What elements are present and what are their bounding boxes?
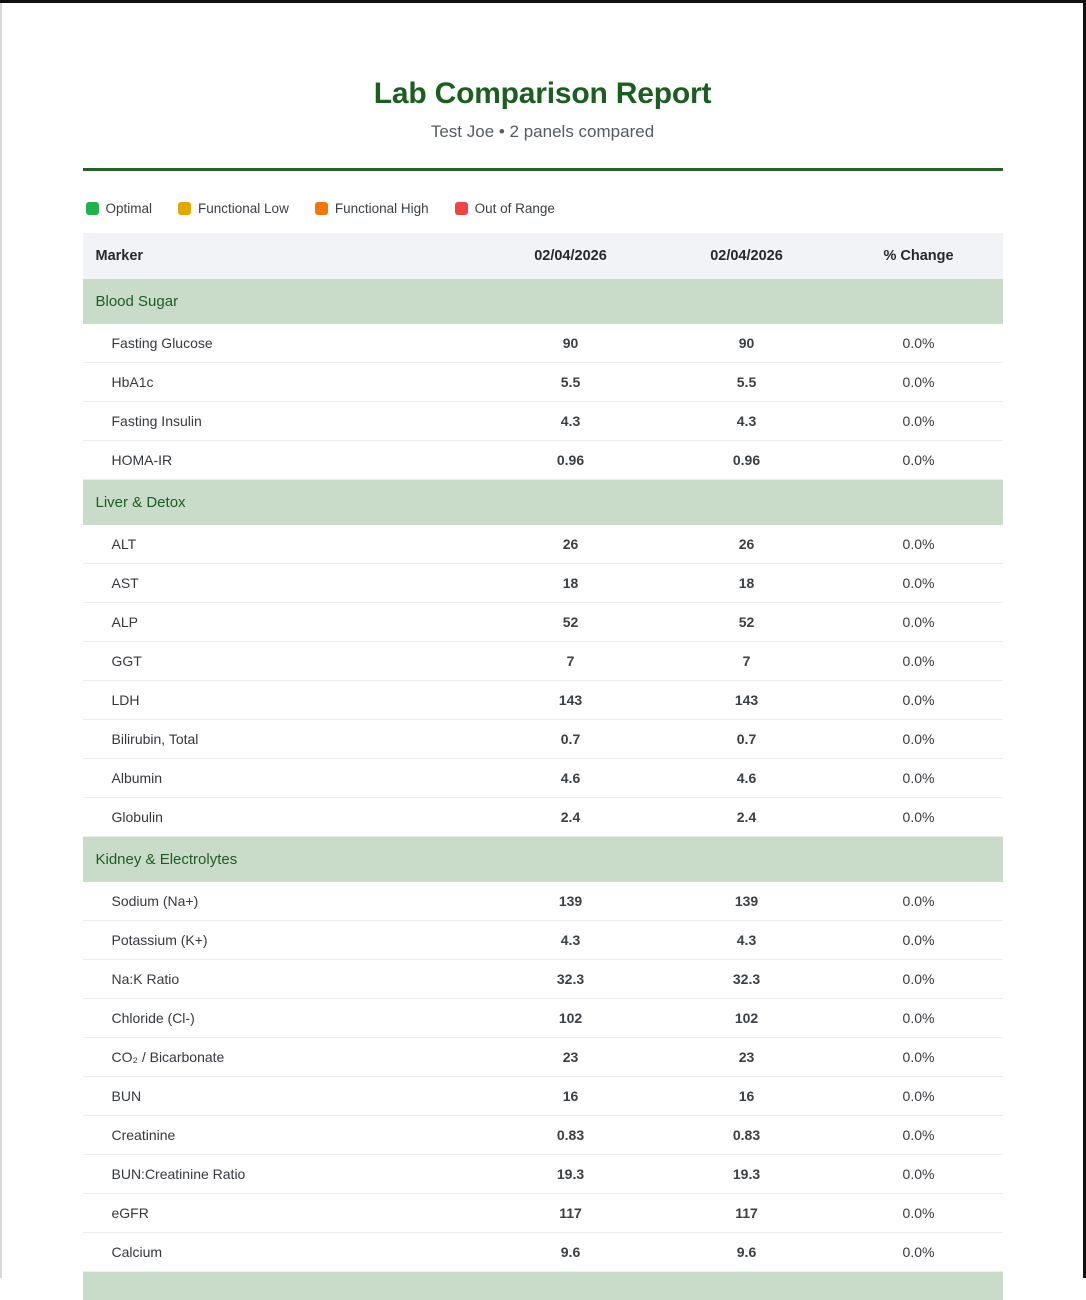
pct-change: 0.0% xyxy=(835,324,1003,363)
table-row xyxy=(83,402,1003,441)
section-title: Liver & Detox xyxy=(83,480,1003,526)
marker-name: Fasting Glucose xyxy=(83,324,483,363)
section-title: Kidney & Electrolytes xyxy=(83,837,1003,883)
pct-change: 0.0% xyxy=(835,1194,1003,1233)
value-panel-1: 18 xyxy=(483,564,659,603)
table-row xyxy=(83,1155,1003,1194)
marker-name: eGFR xyxy=(83,1194,483,1233)
table-row xyxy=(83,441,1003,480)
table-row xyxy=(83,564,1003,603)
legend-label: Functional Low xyxy=(198,201,289,217)
pct-change: 0.0% xyxy=(835,1233,1003,1272)
pct-change: 0.0% xyxy=(835,1155,1003,1194)
value-panel-1: 143 xyxy=(483,681,659,720)
section-title: Blood Sugar xyxy=(83,279,1003,324)
section-header-row xyxy=(83,1272,1003,1300)
value-panel-2: 16 xyxy=(659,1077,835,1116)
page-title: Lab Comparison Report xyxy=(373,77,712,110)
value-panel-2: 102 xyxy=(659,999,835,1038)
table-row xyxy=(83,798,1003,837)
table-row xyxy=(83,720,1003,759)
pct-change: 0.0% xyxy=(835,402,1003,441)
value-panel-2: 90 xyxy=(659,324,835,363)
pct-change: 0.0% xyxy=(835,441,1003,480)
value-panel-1: 0.7 xyxy=(483,720,659,759)
table-row xyxy=(83,921,1003,960)
pct-change: 0.0% xyxy=(835,921,1003,960)
marker-name: Globulin xyxy=(83,798,483,837)
legend-swatch-optimal-icon xyxy=(86,202,99,215)
value-panel-1: 7 xyxy=(483,642,659,681)
value-panel-1: 19.3 xyxy=(483,1155,659,1194)
value-panel-1: 26 xyxy=(483,525,659,564)
value-panel-2: 18 xyxy=(659,564,835,603)
legend-swatch-low-icon xyxy=(178,202,191,215)
value-panel-2: 117 xyxy=(659,1194,835,1233)
value-panel-1: 0.83 xyxy=(483,1116,659,1155)
marker-name: ALP xyxy=(83,603,483,642)
marker-name: Creatinine xyxy=(83,1116,483,1155)
column-header-panel-2: 02/04/2026 xyxy=(659,233,835,279)
pct-change: 0.0% xyxy=(835,798,1003,837)
value-panel-1: 90 xyxy=(483,324,659,363)
status-legend xyxy=(83,171,1003,233)
legend-label: Optimal xyxy=(105,201,153,217)
pct-change: 0.0% xyxy=(835,1116,1003,1155)
legend-swatch-out-icon xyxy=(455,202,468,215)
value-panel-1: 9.6 xyxy=(483,1233,659,1272)
pct-change: 0.0% xyxy=(835,759,1003,798)
value-panel-1: 4.3 xyxy=(483,921,659,960)
marker-name: ALT xyxy=(83,525,483,564)
marker-name: Potassium (K+) xyxy=(83,921,483,960)
value-panel-2: 32.3 xyxy=(659,960,835,999)
value-panel-1: 2.4 xyxy=(483,798,659,837)
value-panel-1: 16 xyxy=(483,1077,659,1116)
value-panel-1: 117 xyxy=(483,1194,659,1233)
table-row xyxy=(83,1038,1003,1077)
table-header-row xyxy=(83,233,1003,279)
marker-name: GGT xyxy=(83,642,483,681)
pct-change: 0.0% xyxy=(835,642,1003,681)
table-row xyxy=(83,1194,1003,1233)
column-header-marker: Marker xyxy=(83,233,483,279)
report-page xyxy=(2,3,1083,1278)
pct-change: 0.0% xyxy=(835,1038,1003,1077)
marker-name: CO₂ / Bicarbonate xyxy=(83,1038,483,1077)
table-row xyxy=(83,603,1003,642)
value-panel-1: 139 xyxy=(483,882,659,921)
lab-comparison-table xyxy=(83,233,1003,1300)
legend-item-low xyxy=(178,201,289,216)
value-panel-2: 4.3 xyxy=(659,402,835,441)
table-row xyxy=(83,681,1003,720)
marker-name: AST xyxy=(83,564,483,603)
marker-name: Sodium (Na+) xyxy=(83,882,483,921)
pct-change: 0.0% xyxy=(835,999,1003,1038)
column-header-pct-change: % Change xyxy=(835,233,1003,279)
report-subtitle: Test Joe • 2 panels compared xyxy=(430,122,655,141)
value-panel-1: 102 xyxy=(483,999,659,1038)
table-row xyxy=(83,882,1003,921)
legend-item-optimal xyxy=(86,201,153,216)
value-panel-2: 9.6 xyxy=(659,1233,835,1272)
value-panel-2: 23 xyxy=(659,1038,835,1077)
table-row xyxy=(83,363,1003,402)
value-panel-2: 5.5 xyxy=(659,363,835,402)
section-header-row xyxy=(83,279,1003,324)
value-panel-2: 0.7 xyxy=(659,720,835,759)
marker-name: HOMA-IR xyxy=(83,441,483,480)
pct-change: 0.0% xyxy=(835,882,1003,921)
legend-swatch-high-icon xyxy=(315,202,328,215)
table-row xyxy=(83,960,1003,999)
marker-name: Calcium xyxy=(83,1233,483,1272)
section-header-row xyxy=(83,837,1003,883)
value-panel-2: 26 xyxy=(659,525,835,564)
legend-item-out xyxy=(455,201,555,216)
table-body xyxy=(83,279,1003,1300)
value-panel-1: 23 xyxy=(483,1038,659,1077)
table-row xyxy=(83,642,1003,681)
pct-change: 0.0% xyxy=(835,603,1003,642)
marker-name: Chloride (Cl-) xyxy=(83,999,483,1038)
marker-name: Albumin xyxy=(83,759,483,798)
value-panel-2: 143 xyxy=(659,681,835,720)
value-panel-2: 0.83 xyxy=(659,1116,835,1155)
value-panel-1: 4.3 xyxy=(483,402,659,441)
pct-change: 0.0% xyxy=(835,720,1003,759)
value-panel-2: 52 xyxy=(659,603,835,642)
value-panel-2: 2.4 xyxy=(659,798,835,837)
marker-name: LDH xyxy=(83,681,483,720)
legend-item-high xyxy=(315,201,429,216)
pct-change: 0.0% xyxy=(835,525,1003,564)
value-panel-1: 52 xyxy=(483,603,659,642)
value-panel-1: 0.96 xyxy=(483,441,659,480)
value-panel-2: 139 xyxy=(659,882,835,921)
value-panel-1: 5.5 xyxy=(483,363,659,402)
value-panel-1: 4.6 xyxy=(483,759,659,798)
section-header-row xyxy=(83,480,1003,526)
pct-change: 0.0% xyxy=(835,681,1003,720)
pct-change: 0.0% xyxy=(835,1077,1003,1116)
table-row xyxy=(83,759,1003,798)
value-panel-2: 4.6 xyxy=(659,759,835,798)
pct-change: 0.0% xyxy=(835,564,1003,603)
table-row xyxy=(83,324,1003,363)
table-row xyxy=(83,999,1003,1038)
value-panel-2: 7 xyxy=(659,642,835,681)
table-row xyxy=(83,1233,1003,1272)
marker-name: HbA1c xyxy=(83,363,483,402)
marker-name: BUN xyxy=(83,1077,483,1116)
report-document xyxy=(83,3,1003,1300)
value-panel-1: 32.3 xyxy=(483,960,659,999)
marker-name: Fasting Insulin xyxy=(83,402,483,441)
table-row xyxy=(83,525,1003,564)
value-panel-2: 4.3 xyxy=(659,921,835,960)
pct-change: 0.0% xyxy=(835,960,1003,999)
value-panel-2: 0.96 xyxy=(659,441,835,480)
legend-label: Functional High xyxy=(334,201,429,217)
value-panel-2: 19.3 xyxy=(659,1155,835,1194)
table-header xyxy=(83,233,1003,279)
column-header-panel-1: 02/04/2026 xyxy=(483,233,659,279)
marker-name: BUN:Creatinine Ratio xyxy=(83,1155,483,1194)
marker-name: Bilirubin, Total xyxy=(83,720,483,759)
pct-change: 0.0% xyxy=(835,363,1003,402)
marker-name: Na:K Ratio xyxy=(83,960,483,999)
table-row xyxy=(83,1077,1003,1116)
table-row xyxy=(83,1116,1003,1155)
section-title xyxy=(83,1272,1003,1300)
legend-label: Out of Range xyxy=(474,201,555,217)
